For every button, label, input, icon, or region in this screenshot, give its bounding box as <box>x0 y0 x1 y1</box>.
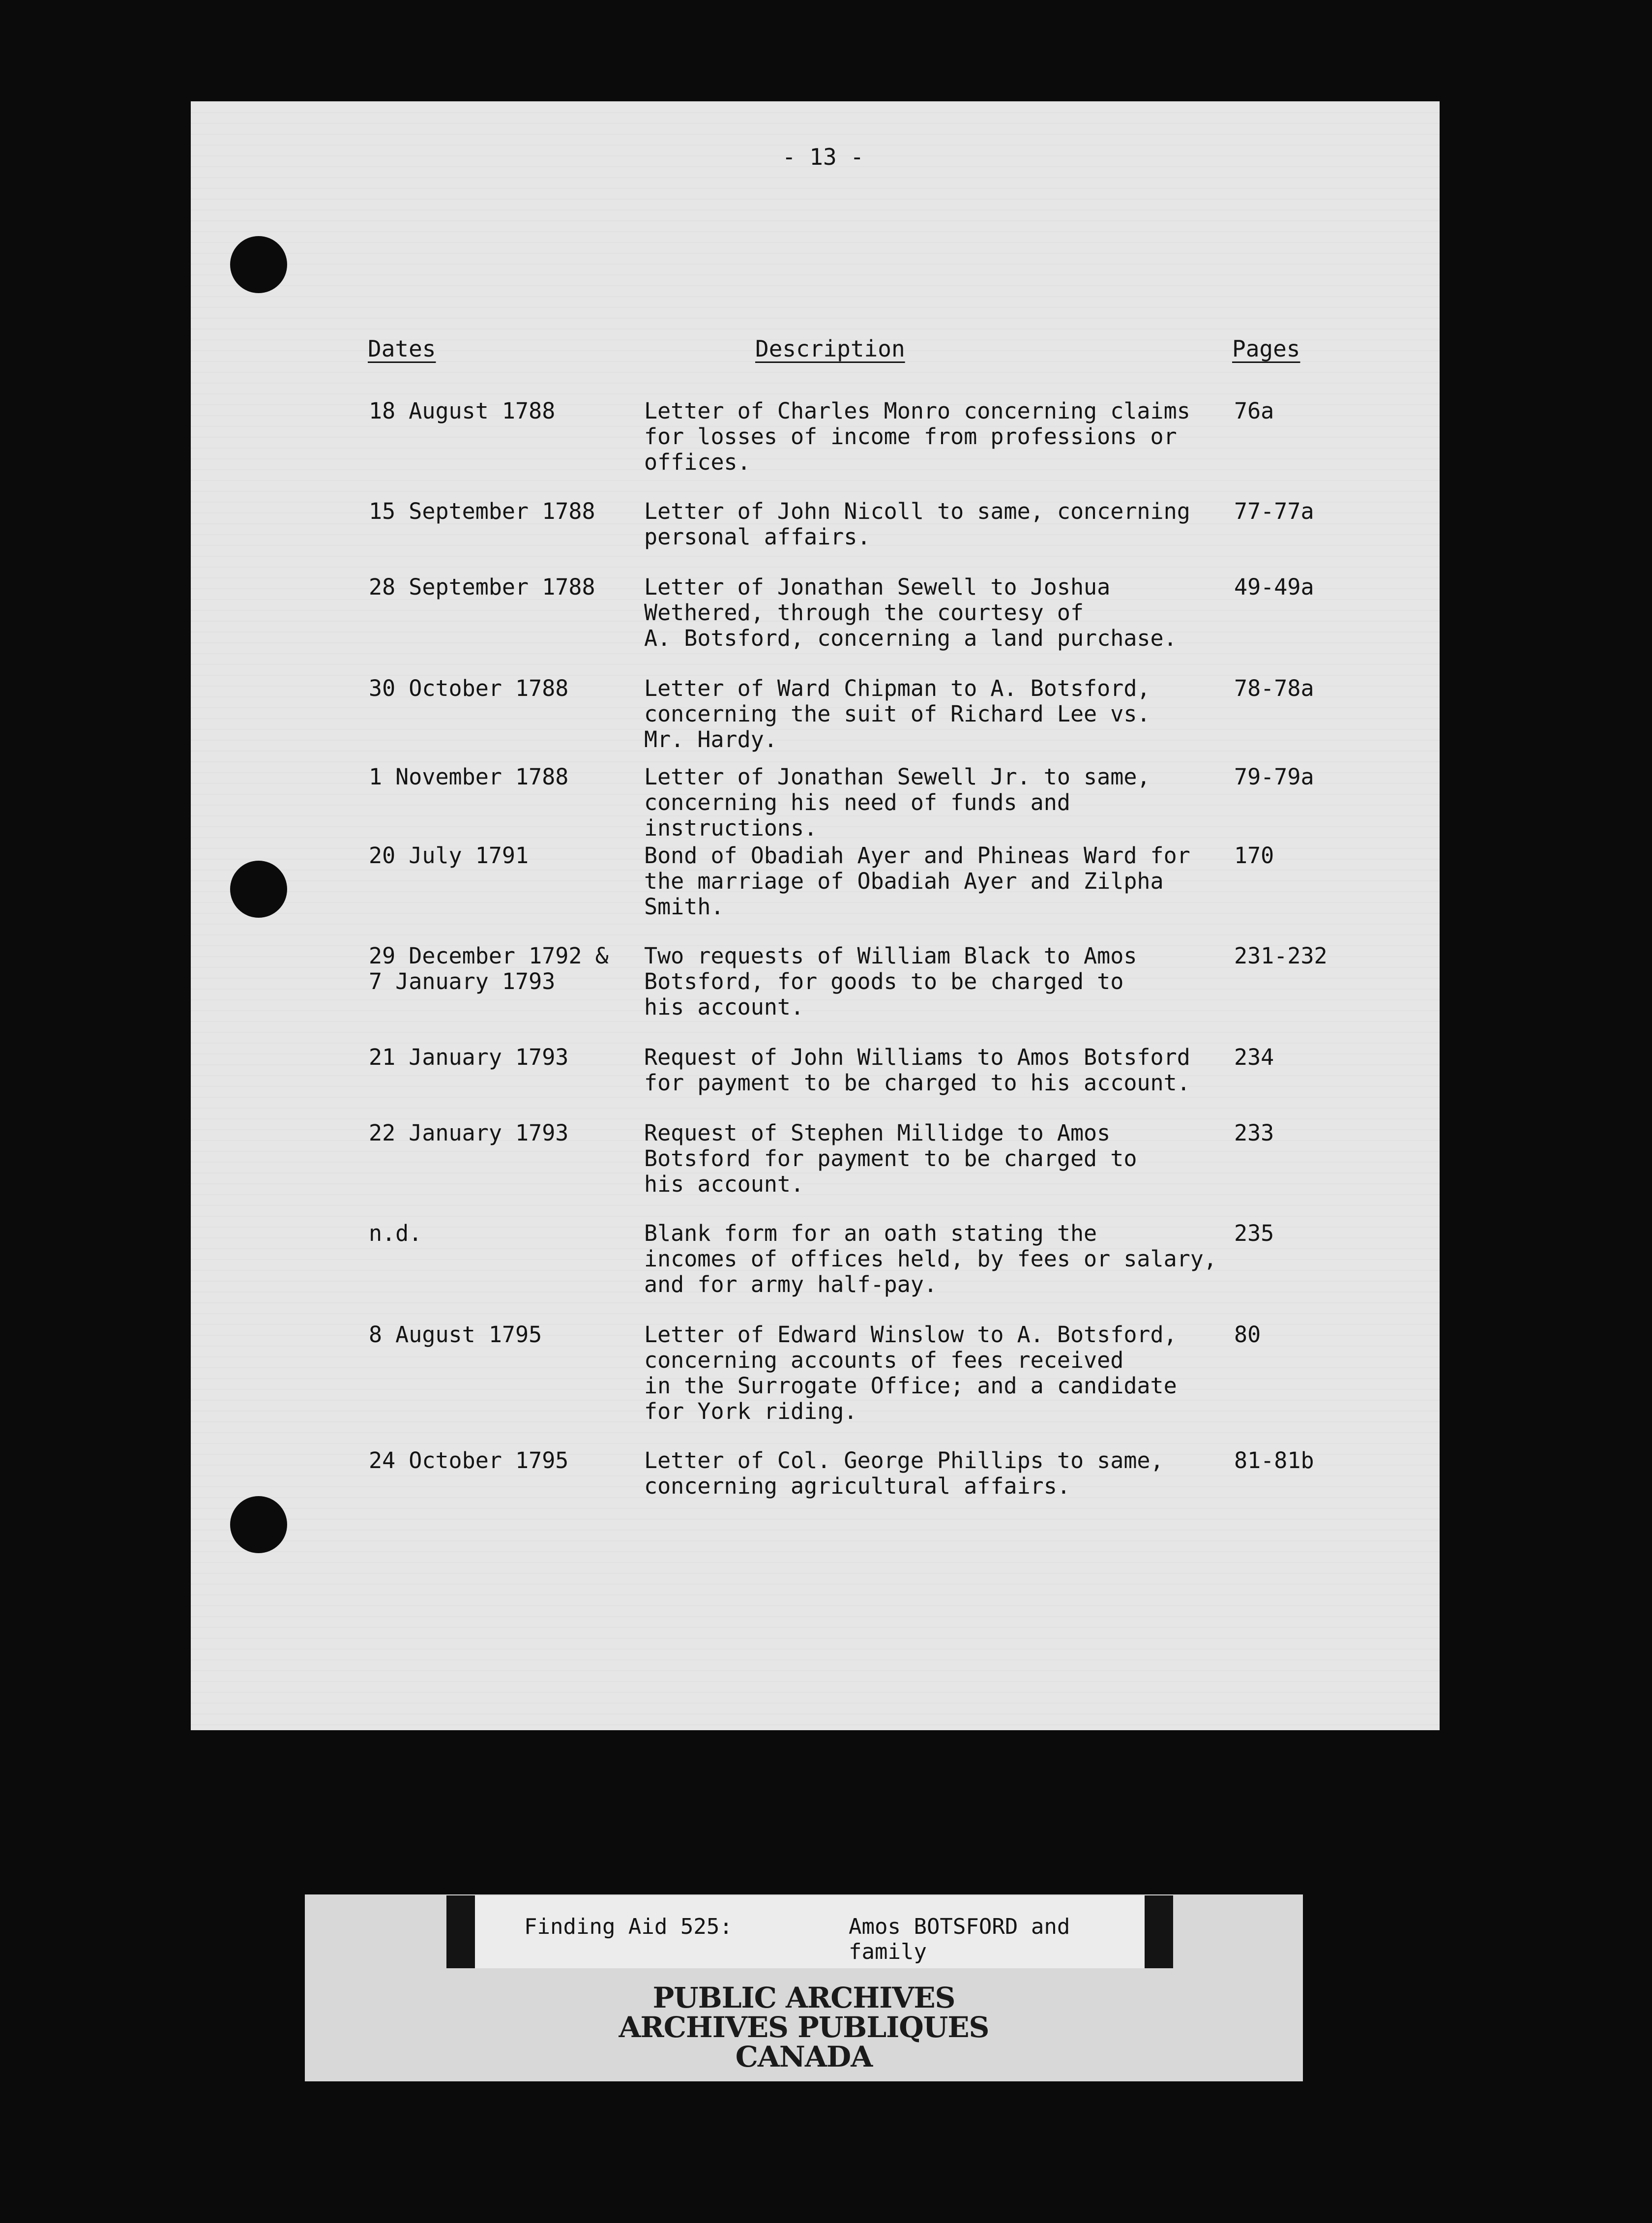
page-number: - 13 - <box>782 144 864 170</box>
entry-description: Letter of John Nicoll to same, concerning personal affairs. <box>644 498 1190 550</box>
entry-date: 22 January 1793 <box>369 1120 569 1146</box>
collection-name: Amos BOTSFORD and family <box>849 1914 1070 1964</box>
finding-aid-number: Finding Aid 525: <box>524 1914 733 1939</box>
entry-description: Request of Stephen Millidge to Amos Botsford for payment to be charged to his account. <box>644 1120 1137 1197</box>
entry-date: 15 September 1788 <box>369 498 595 524</box>
entry-pages: 76a <box>1234 398 1274 424</box>
column-header-pages: Pages <box>1232 335 1300 362</box>
archive-label-card <box>305 1894 1303 2081</box>
entry-date: 30 October 1788 <box>369 675 569 701</box>
entry-pages: 234 <box>1234 1044 1274 1070</box>
entry-pages: 79-79a <box>1234 764 1314 790</box>
entry-description: Letter of Jonathan Sewell Jr. to same, concerning his need of funds and instructions. <box>644 764 1150 841</box>
entry-pages: 77-77a <box>1234 498 1314 524</box>
entry-description: Letter of Jonathan Sewell to Joshua Wethered, through the courtesy of A. Botsford, concerning a land purchase. <box>644 574 1177 651</box>
entry-date: 28 September 1788 <box>369 574 595 600</box>
stamp-line: CANADA <box>735 2040 873 2073</box>
entry-date: 20 July 1791 <box>369 842 529 869</box>
column-header-dates: Dates <box>368 335 436 362</box>
entry-date: 18 August 1788 <box>369 398 556 424</box>
entry-pages: 235 <box>1234 1220 1274 1246</box>
document-page <box>191 101 1440 1730</box>
finding-aid-slip <box>446 1895 1173 1968</box>
entry-description: Request of John Williams to Amos Botsford for payment to be charged to his account. <box>644 1044 1190 1096</box>
entry-description: Letter of Ward Chipman to A. Botsford, concerning the suit of Richard Lee vs. Mr. Hardy. <box>644 675 1150 752</box>
stamp-line: ARCHIVES PUBLIQUES <box>619 2011 989 2044</box>
entry-pages: 231-232 <box>1234 943 1328 969</box>
entries-table <box>191 101 1440 1730</box>
entry-pages: 233 <box>1234 1120 1274 1146</box>
entry-description: Letter of Edward Winslow to A. Botsford, concerning accounts of fees received in the Surrogate Office; and a candidate for York riding. <box>644 1322 1177 1424</box>
entry-date: 29 December 1792 & 7 January 1793 <box>369 943 609 994</box>
entry-description: Blank form for an oath stating the incomes of offices held, by fees or salary, and for army half-pay. <box>644 1220 1217 1297</box>
column-header-description: Description <box>755 335 905 362</box>
entry-date: 24 October 1795 <box>369 1447 569 1473</box>
entry-pages: 49-49a <box>1234 574 1314 600</box>
entry-pages: 78-78a <box>1234 675 1314 701</box>
stamp-line: PUBLIC ARCHIVES <box>652 1981 955 2014</box>
entry-description: Letter of Charles Monro concerning claims for losses of income from professions or offices. <box>644 398 1190 475</box>
entry-description: Two requests of William Black to Amos Botsford, for goods to be charged to his account. <box>644 943 1137 1020</box>
entry-date: 1 November 1788 <box>369 764 569 790</box>
entry-pages: 170 <box>1234 842 1274 869</box>
entry-pages: 80 <box>1234 1322 1261 1348</box>
entry-date: 21 January 1793 <box>369 1044 569 1070</box>
archives-stamp <box>305 1983 1303 2072</box>
entry-pages: 81-81b <box>1234 1447 1314 1473</box>
entry-date: n.d. <box>369 1220 422 1246</box>
entry-description: Bond of Obadiah Ayer and Phineas Ward for the marriage of Obadiah Ayer and Zilpha Smith. <box>644 842 1190 920</box>
entry-description: Letter of Col. George Phillips to same, concerning agricultural affairs. <box>644 1447 1164 1499</box>
entry-date: 8 August 1795 <box>369 1322 542 1348</box>
